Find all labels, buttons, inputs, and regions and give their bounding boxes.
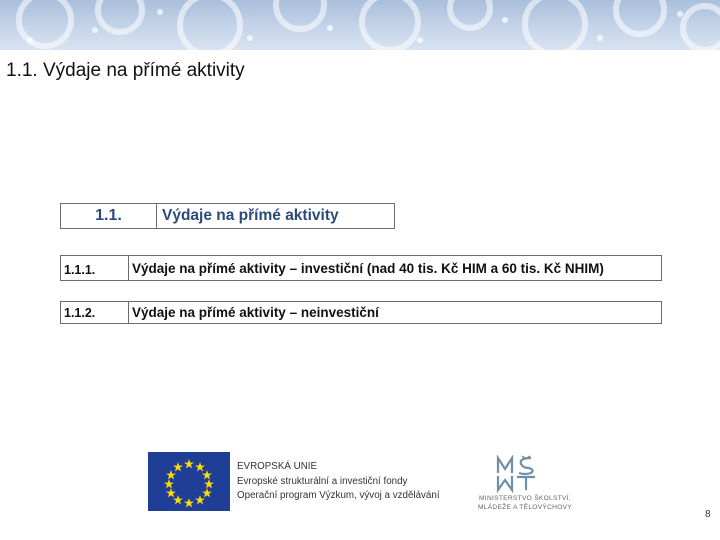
eu-line-2: Evropské strukturální a investiční fondy	[237, 475, 408, 487]
msmt-monogram-icon	[495, 455, 539, 493]
banner-pattern	[0, 0, 720, 50]
row-number: 1.1.1.	[61, 256, 129, 280]
msmt-logo-icon	[495, 455, 539, 498]
eu-stars-icon	[148, 452, 230, 511]
slide-title: 1.1. Výdaje na přímé aktivity	[6, 60, 245, 81]
list-item	[60, 301, 662, 324]
row-label: Výdaje na přímé aktivity – investiční (nad 40 tis. Kč HIM a 60 tis. Kč NHIM)	[132, 260, 604, 276]
list-item	[60, 255, 662, 281]
eu-flag-icon	[148, 452, 230, 511]
section-header-box	[60, 203, 395, 229]
page-number: 8	[705, 509, 711, 520]
row-label: Výdaje na přímé aktivity – neinvestiční	[132, 305, 379, 320]
eu-line-1: EVROPSKÁ UNIE	[237, 461, 318, 472]
eu-line-3: Operační program Výzkum, vývoj a vzdělávání	[237, 490, 440, 501]
section-number: 1.1.	[61, 204, 157, 228]
msmt-line-2: MLÁDEŽE A TĚLOVÝCHOVY	[477, 504, 573, 511]
section-label: Výdaje na přímé aktivity	[162, 207, 339, 224]
eu-text	[237, 460, 440, 504]
msmt-line-1: MINISTERSTVO ŠKOLSTVÍ,	[479, 495, 571, 502]
msmt-text	[470, 494, 580, 512]
decorative-banner	[0, 0, 720, 50]
row-number: 1.1.2.	[61, 302, 129, 323]
